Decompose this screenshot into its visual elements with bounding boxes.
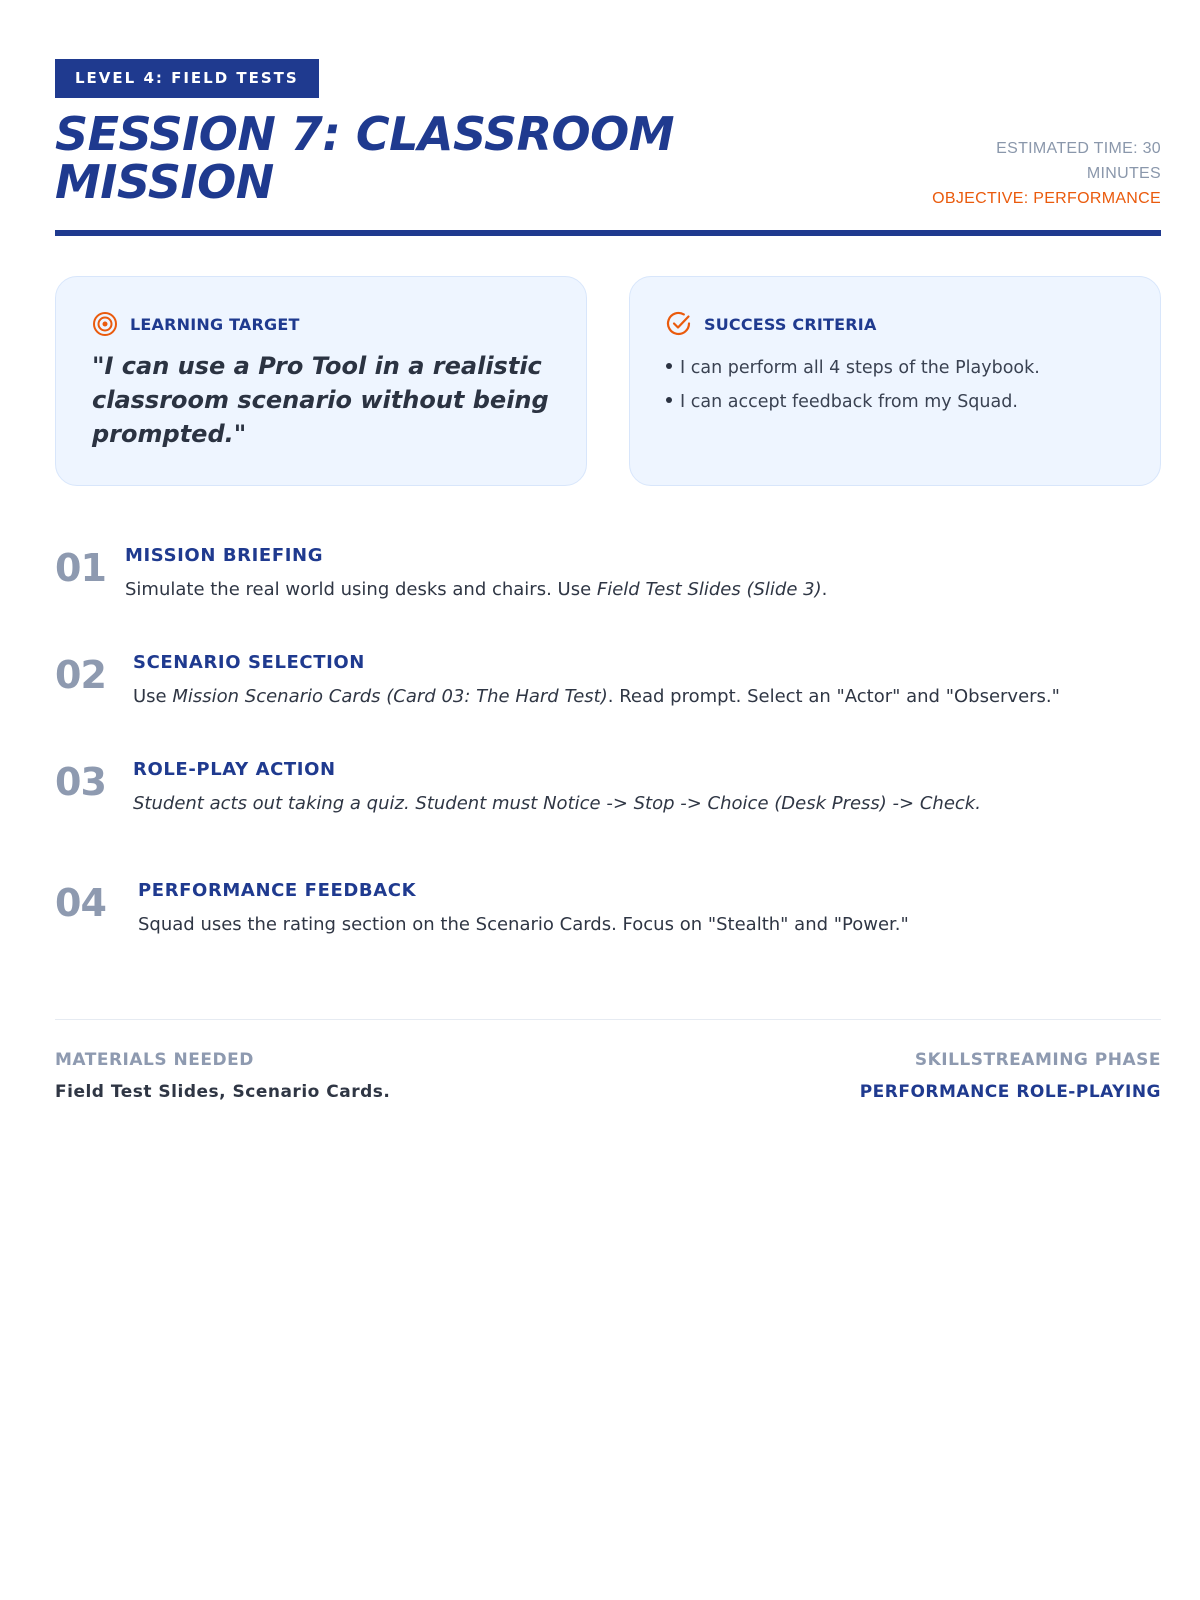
success-criteria-card bbox=[629, 276, 1161, 486]
success-criteria-header bbox=[666, 311, 1124, 337]
page-title: SESSION 7: CLASSROOM MISSION bbox=[55, 107, 675, 209]
bullet-dot bbox=[666, 397, 672, 403]
step-body bbox=[138, 879, 909, 937]
materials-label: MATERIALS NEEDED bbox=[55, 1050, 254, 1070]
step-text-plain: . Read prompt. Select an "Actor" and "Observers." bbox=[607, 686, 1060, 707]
learning-target-header bbox=[92, 311, 550, 337]
header bbox=[55, 107, 1161, 230]
step-01 bbox=[55, 544, 1161, 644]
target-icon bbox=[92, 311, 118, 337]
lesson-page bbox=[55, 59, 1161, 1120]
step-text bbox=[125, 578, 827, 602]
step-text bbox=[133, 792, 981, 816]
check-circle-icon bbox=[666, 311, 692, 337]
success-criteria-title: SUCCESS CRITERIA bbox=[704, 314, 877, 334]
step-02 bbox=[55, 651, 1161, 751]
step-body bbox=[133, 758, 981, 816]
step-title: MISSION BRIEFING bbox=[125, 545, 324, 566]
step-text-emphasis: Student acts out taking a quiz. Student must Notice -> Stop -> Choice (Desk Press) -> Check. bbox=[133, 793, 981, 814]
step-number: 02 bbox=[55, 653, 106, 697]
step-text-plain: . bbox=[821, 579, 828, 600]
phase-section bbox=[860, 1050, 1161, 1102]
objective: OBJECTIVE: PERFORMANCE bbox=[932, 190, 1161, 207]
list-item bbox=[666, 385, 1124, 419]
step-body bbox=[133, 651, 1060, 709]
step-number: 04 bbox=[55, 881, 106, 925]
learning-target-card bbox=[55, 276, 587, 486]
header-divider bbox=[55, 230, 1161, 236]
step-text-plain: Squad uses the rating section on the Scenario Cards. Focus on "Stealth" and "Power." bbox=[138, 914, 909, 935]
session-meta bbox=[921, 136, 1161, 211]
criteria-text: I can perform all 4 steps of the Playbook. bbox=[680, 358, 1040, 378]
estimated-time: ESTIMATED TIME: 30 MINUTES bbox=[996, 140, 1161, 182]
step-text-plain: Use bbox=[133, 686, 173, 707]
criteria-text: I can accept feedback from my Squad. bbox=[680, 392, 1018, 412]
step-number: 03 bbox=[55, 760, 106, 804]
step-title: SCENARIO SELECTION bbox=[133, 652, 365, 673]
learning-target-quote: "I can use a Pro Tool in a realistic classroom scenario without being prompted." bbox=[92, 352, 549, 448]
materials-value: Field Test Slides, Scenario Cards. bbox=[55, 1082, 391, 1102]
phase-value: PERFORMANCE ROLE-PLAYING bbox=[859, 1082, 1161, 1102]
success-criteria-list bbox=[666, 351, 1124, 419]
step-body bbox=[125, 544, 827, 602]
phase-label: SKILLSTREAMING PHASE bbox=[914, 1050, 1161, 1070]
learning-target-title: LEARNING TARGET bbox=[130, 314, 300, 334]
step-number: 01 bbox=[55, 546, 106, 590]
footer bbox=[55, 1050, 1161, 1120]
footer-divider bbox=[55, 1019, 1161, 1020]
step-text-emphasis: Field Test Slides (Slide 3) bbox=[596, 579, 822, 600]
list-item bbox=[666, 351, 1124, 385]
level-badge: LEVEL 4: FIELD TESTS bbox=[55, 59, 319, 98]
step-04 bbox=[55, 879, 1161, 979]
step-text-emphasis: Mission Scenario Cards (Card 03: The Hard Test) bbox=[172, 686, 608, 707]
target-cards bbox=[55, 276, 1161, 486]
step-03 bbox=[55, 758, 1161, 858]
step-text bbox=[138, 913, 909, 937]
materials-section bbox=[55, 1050, 390, 1102]
mission-steps bbox=[55, 544, 1161, 979]
step-title: PERFORMANCE FEEDBACK bbox=[138, 880, 417, 901]
bullet-dot bbox=[666, 363, 672, 369]
step-text-plain: Simulate the real world using desks and chairs. Use bbox=[125, 579, 597, 600]
step-title: ROLE-PLAY ACTION bbox=[133, 759, 336, 780]
step-text bbox=[133, 685, 1060, 709]
